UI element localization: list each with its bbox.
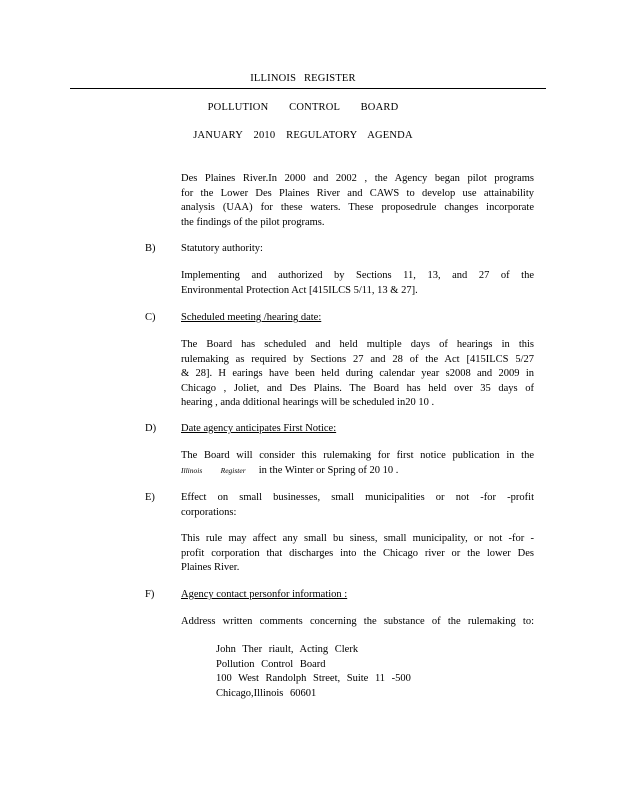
contact-name: John Ther riault, Acting Clerk — [216, 644, 359, 655]
section-e-paragraph — [181, 532, 534, 576]
section-d-paragraph — [181, 449, 534, 478]
section-c-line: & 28]. H earings have been held during calendar year s2008 and 2009 in — [181, 368, 534, 379]
intro-line: Des Plaines River.In 2000 and 2002 , the Agency began pilot programs — [181, 173, 534, 184]
register-title: ILLINOIS REGISTER — [250, 73, 356, 84]
section-d-line: The Board will consider this rulemaking for first notice publication in the — [181, 450, 534, 461]
journal-name: Register — [220, 465, 246, 475]
board-title: POLLUTION CONTROL BOARD — [207, 102, 399, 113]
section-d-line — [181, 464, 534, 479]
section-f-intro-line: Address written comments concerning the substance of the rulemaking to: — [181, 616, 534, 627]
section-b-line: Implementing and authorized by Sections 11, 13, and 27 of the — [181, 270, 534, 281]
section-d-heading: Date agency anticipates First Notice: — [181, 423, 337, 434]
section-b-heading: Statutory authority: — [181, 243, 263, 254]
contact-city: Chicago,Illinois 60601 — [216, 687, 317, 699]
section-d-line-rest: in the Winter or Spring of 20 10 . — [258, 464, 399, 476]
section-c-label: C) — [145, 312, 156, 323]
contact-street: 100 West Randolph Street, Suite 11 -500 — [216, 673, 411, 684]
section-b-paragraph — [181, 269, 534, 298]
journal-name: Illinois — [181, 465, 203, 475]
intro-paragraph — [181, 172, 534, 230]
contact-organization: Pollution Control Board — [216, 658, 326, 670]
section-e-heading-line: corporations: — [181, 506, 237, 518]
contact-address — [216, 643, 411, 701]
intro-line: analysis (UAA) for these waters. These proposedrule changes incorporate — [181, 202, 534, 213]
intro-line: the findings of the pilot programs. — [181, 216, 325, 228]
section-e-line: profit corporation that discharges into the Chicago river or the lower Des — [181, 547, 534, 559]
section-c-line: rulemaking as required by Sections 27 and 28 of the Act [415ILCS 5/27 — [181, 353, 534, 365]
section-e-label: E) — [145, 492, 155, 503]
intro-line: for the Lower Des Plaines River and CAWS to develop use attainability — [181, 187, 534, 199]
section-d-label: D) — [145, 423, 157, 434]
section-b-line: Environmental Protection Act [415ILCS 5/11, 13 & 27]. — [181, 284, 418, 296]
agenda-title: JANUARY 2010 REGULATORY AGENDA — [193, 130, 413, 141]
section-f-heading: Agency contact personfor information : — [181, 589, 348, 600]
section-b-label: B) — [145, 243, 156, 254]
section-c-line: hearing , anda dditional hearings will be scheduled in20 10 . — [181, 397, 435, 408]
section-f-intro — [181, 615, 534, 630]
header-rule — [70, 88, 546, 89]
section-c-paragraph — [181, 338, 534, 411]
section-f-label: F) — [145, 589, 155, 600]
section-c-line: The Board has scheduled and held multiple days of hearings in this — [181, 339, 534, 350]
section-c-heading: Scheduled meeting /hearing date: — [181, 312, 322, 323]
section-c-line: Chicago , Joliet, and Des Plains. The Board has held over 35 days of — [181, 382, 534, 394]
section-e-heading — [181, 491, 534, 520]
section-e-heading-line: Effect on small businesses, small municipalities or not -for -profit — [181, 492, 534, 503]
section-e-line: Plaines River. — [181, 562, 240, 573]
section-e-line: This rule may affect any small bu siness, small municipality, or not -for - — [181, 533, 534, 544]
